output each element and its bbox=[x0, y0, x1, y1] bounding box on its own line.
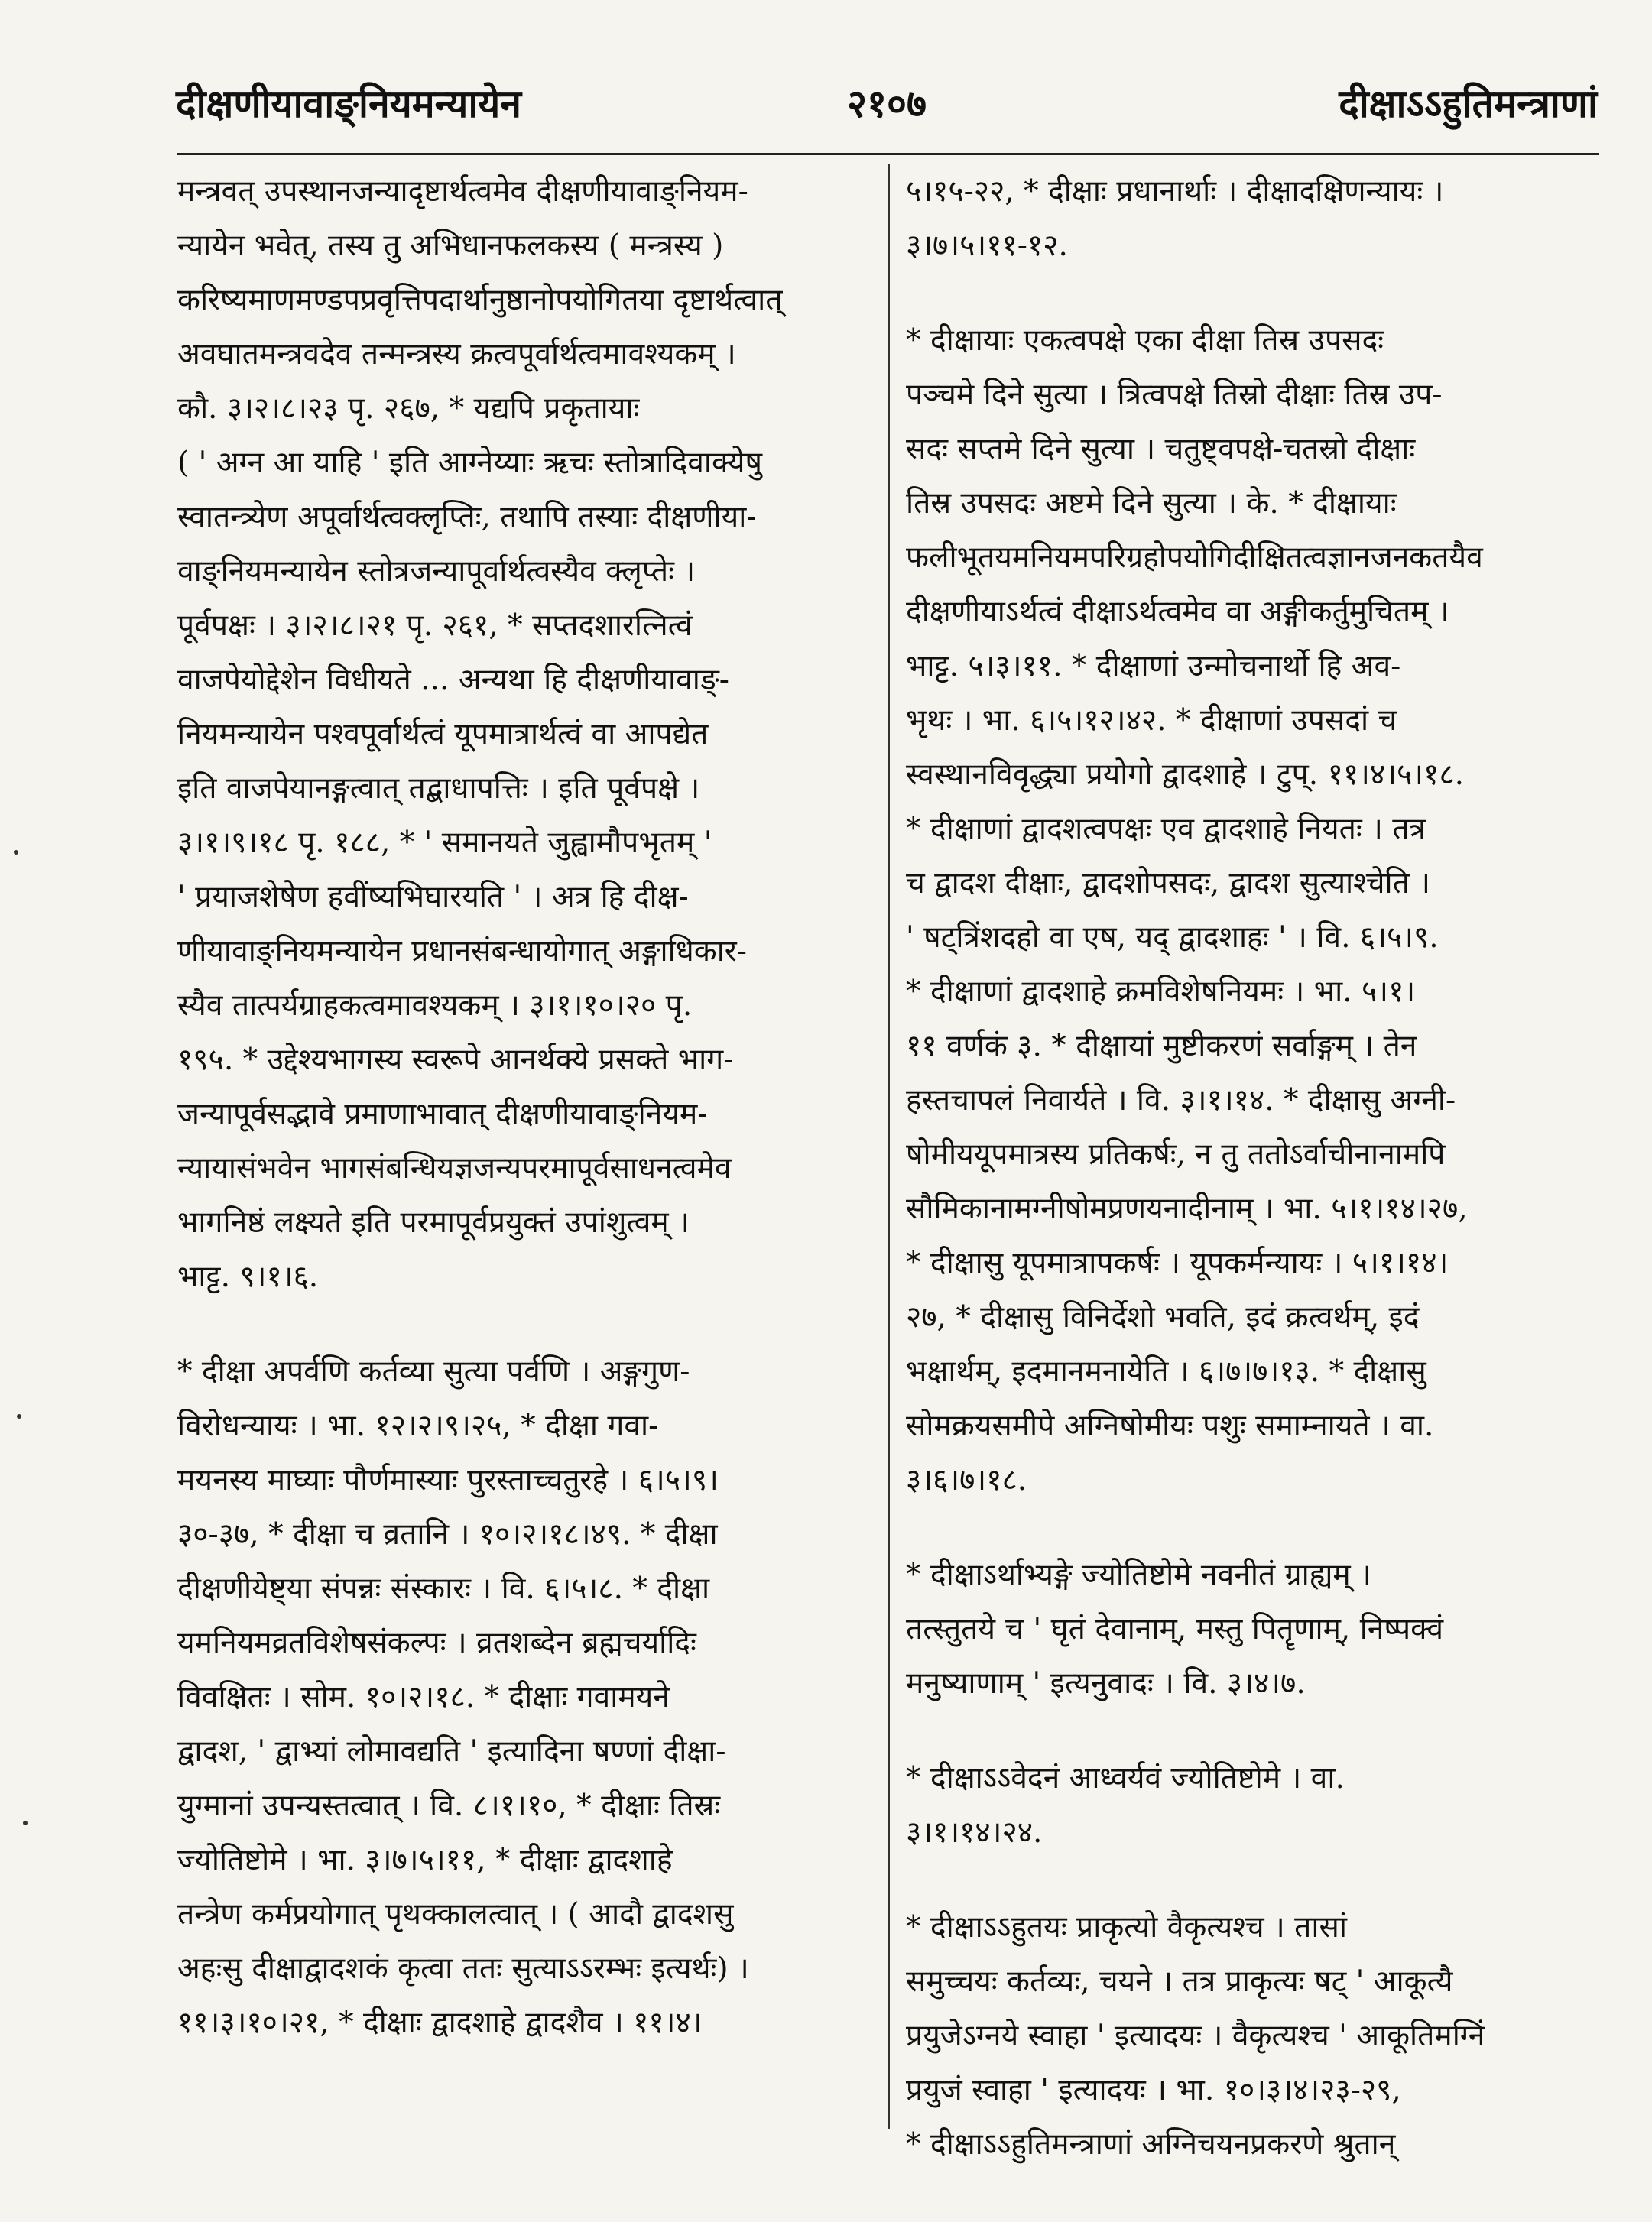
scan-speck bbox=[23, 1821, 28, 1825]
text-line: वाजपेयोद्देशेन विधीयते ... अन्यथा हि दीक्षणीयावाङ्- bbox=[177, 663, 729, 697]
text-line: हस्तचापलं निवार्यते । वि. ३।१।१४. * दीक्षासु अग्नी- bbox=[906, 1083, 1456, 1117]
text-line: विवक्षितः । सोम. १०।२।१८. * दीक्षाः गवामयने bbox=[177, 1680, 670, 1714]
text-line: णीयावाङ्नियमन्यायेन प्रधानसंबन्धायोगात् अङ्गाधिकार- bbox=[177, 934, 747, 968]
text-line: स्वातन्त्र्येण अपूर्वार्थत्वक्लृप्तिः, तथापि तस्याः दीक्षणीया- bbox=[177, 500, 757, 534]
paragraph-gap bbox=[906, 1860, 1636, 1900]
text-line: ११ वर्णकं ३. * दीक्षायां मुष्टीकरणं सर्वाङ्गम् । तेन bbox=[906, 1029, 1417, 1063]
text-line: तिस्र उपसदः अष्टमे दिने सुत्या । के. * दीक्षायाः bbox=[906, 486, 1397, 521]
text-line: * दीक्षासु यूपमात्रापकर्षः । यूपकर्मन्यायः । ५।१।१४। bbox=[906, 1246, 1449, 1280]
text-line: ३।१।१४।२४. bbox=[906, 1815, 1043, 1850]
page-header bbox=[176, 76, 1598, 153]
text-line: दीक्षणीयाऽर्थत्वं दीक्षाऽर्थत्वमेव वा अङ्गीकर्तुमुचितम् । bbox=[906, 595, 1449, 629]
header-rule bbox=[177, 153, 1599, 155]
text-line: ( ' अग्न आ याहि ' इति आग्नेय्याः ऋचः स्तोत्रादिवाक्येषु bbox=[177, 446, 763, 480]
text-line: इति वाजपेयानङ्गत्वात् तद्बाधापत्तिः । इति पूर्वपक्षे । bbox=[177, 771, 700, 806]
text-line: १९५. * उद्देश्यभागस्य स्वरूपे आनर्थक्ये प्रसक्ते भाग- bbox=[177, 1043, 734, 1077]
right-column bbox=[906, 164, 1636, 2172]
text-line: न्यायेन भवेत्, तस्य तु अभिधानफलकस्य ( मन्त्रस्य ) bbox=[177, 229, 724, 263]
text-line: * दीक्षाऽऽहुतिमन्त्राणां अग्निचयनप्रकरणे श्रुतान् bbox=[906, 2127, 1396, 2162]
text-line: अहःसु दीक्षाद्वादशकं कृत्वा ततः सुत्याऽऽरम्भः इत्यर्थः) । bbox=[177, 1951, 749, 1986]
text-line: जन्यापूर्वसद्भावे प्रमाणाभावात् दीक्षणीयावाङ्नियम- bbox=[177, 1097, 708, 1131]
text-line: * दीक्षाणां द्वादशाहे क्रमविशेषनियमः । भा. ५।१। bbox=[906, 975, 1416, 1009]
text-line: समुच्चयः कर्तव्यः, चयने । तत्र प्राकृत्यः षट् ' आकूत्यै bbox=[906, 1964, 1453, 1999]
text-line: तत्स्तुतये च ' घृतं देवानाम्, मस्तु पितॄणाम्, निष्पक्वं bbox=[906, 1612, 1444, 1646]
text-line: ११।३।१०।२१, * दीक्षाः द्वादशाहे द्वादशैव । ११।४। bbox=[177, 2006, 703, 2040]
text-line: विरोधन्यायः । भा. १२।२।९।२५, * दीक्षा गवा- bbox=[177, 1409, 659, 1443]
text-line: मयनस्य माघ्याः पौर्णमास्याः पुरस्ताच्चतुरहे । ६।५।९। bbox=[177, 1463, 719, 1497]
text-line: प्रयुजं स्वाहा ' इत्यादयः । भा. १०।३।४।२३-२९, bbox=[906, 2073, 1401, 2107]
text-line: मनुष्याणाम् ' इत्यनुवादः । वि. ३।४।७. bbox=[906, 1666, 1306, 1701]
paragraph-gap bbox=[906, 1711, 1636, 1751]
text-line: पञ्चमे दिने सुत्या । त्रित्वपक्षे तिस्रो दीक्षाः तिस्र उप- bbox=[906, 378, 1443, 412]
text-line: कौ. ३।२।८।२३ पृ. २६७, * यद्यपि प्रकृतायाः bbox=[177, 391, 640, 426]
text-line: षोमीययूपमात्रस्य प्रतिकर्षः, न तु ततोऽर्वाचीनानामपि bbox=[906, 1137, 1446, 1172]
text-line: स्यैव तात्पर्यग्राहकत्वमावश्यकम् । ३।१।१०।२० पृ. bbox=[177, 988, 693, 1023]
header-left-keyword: दीक्षणीयावाङ्नियमन्यायेन bbox=[176, 81, 522, 126]
text-line: अवघातमन्त्रवदेव तन्मन्त्रस्य क्रत्वपूर्वार्थत्वमावश्यकम् । bbox=[177, 337, 736, 371]
scan-speck bbox=[14, 850, 18, 855]
text-line: नियमन्यायेन पश्वपूर्वार्थत्वं यूपमात्रार्थत्वं वा आपद्येत bbox=[177, 717, 709, 751]
paragraph-gap bbox=[177, 1304, 907, 1345]
text-line: ५।१५-२२, * दीक्षाः प्रधानार्थाः । दीक्षादक्षिणन्यायः । bbox=[906, 174, 1444, 209]
text-line: २७, * दीक्षासु विनिर्देशो भवति, इदं क्रत्वर्थम्, इदं bbox=[906, 1300, 1420, 1335]
column-divider bbox=[888, 164, 890, 2129]
text-line: सोमक्रयसमीपे अग्निषोमीयः पशुः समाम्नायते । वा. bbox=[906, 1409, 1434, 1443]
text-line: भाट्ट. ९।१।६. bbox=[177, 1260, 319, 1294]
text-line: पूर्वपक्षः । ३।२।८।२१ पृ. २६१, * सप्तदशारत्नित्वं bbox=[177, 608, 693, 643]
text-line: ज्योतिष्टोमे । भा. ३।७।५।११, * दीक्षाः द्वादशाहे bbox=[177, 1843, 673, 1877]
text-line: द्वादश, ' द्वाभ्यां लोमावद्यति ' इत्यादिना षण्णां दीक्षा- bbox=[177, 1734, 726, 1769]
text-line: दीक्षणीयेष्ट्या संपन्नः संस्कारः । वि. ६।५।८. * दीक्षा bbox=[177, 1572, 710, 1606]
text-line: तन्त्रेण कर्मप्रयोगात् पृथक्कालत्वात् । ( आदौ द्वादशसु bbox=[177, 1897, 734, 1932]
text-line: * दीक्षाणां द्वादशत्वपक्षः एव द्वादशाहे नियतः । तत्र bbox=[906, 812, 1426, 846]
text-line: युग्मानां उपन्यस्तत्वात् । वि. ८।१।१०, * दीक्षाः तिस्रः bbox=[177, 1789, 721, 1823]
text-line: ३।१।९।१८ पृ. १८८, * ' समानयते जुह्वामौपभृतम् ' bbox=[177, 826, 712, 860]
text-line: करिष्यमाणमण्डपप्रवृत्तिपदार्थानुष्ठानोपयोगितया दृष्टार्थत्वात् bbox=[177, 283, 783, 317]
text-line: वाङ्नियमन्यायेन स्तोत्रजन्यापूर्वार्थत्वस्यैव क्लृप्तेः । bbox=[177, 554, 696, 589]
text-line: * दीक्षाऽऽहुतयः प्राकृत्यो वैकृत्यश्च । तासां bbox=[906, 1910, 1347, 1945]
text-line: च द्वादश दीक्षाः, द्वादशोपसदः, द्वादश सुत्याश्चेति । bbox=[906, 866, 1431, 900]
text-line: ' प्रयाजशेषेण हवींष्यभिघारयति ' । अत्र हि दीक्ष- bbox=[177, 880, 689, 914]
page-number: २१०७ bbox=[847, 81, 927, 126]
text-line: भागनिष्ठं लक्ष्यते इति परमापूर्वप्रयुक्तं उपांशुत्वम् । bbox=[177, 1205, 690, 1240]
text-line: * दीक्षायाः एकत्वपक्षे एका दीक्षा तिस्र उपसदः bbox=[906, 323, 1384, 358]
scan-speck bbox=[17, 1414, 21, 1419]
text-line: यमनियमव्रतविशेषसंकल्पः । व्रतशब्देन ब्रह्मचर्यादिः bbox=[177, 1626, 696, 1660]
text-line: भाट्ट. ५।३।११. * दीक्षाणां उन्मोचनार्थो हि अव- bbox=[906, 649, 1401, 683]
left-column bbox=[177, 164, 907, 2050]
text-line: सौमिकानामग्नीषोमप्रणयनादीनाम् । भा. ५।१।१४।२७, bbox=[906, 1192, 1468, 1226]
text-line: * दीक्षाऽर्थाभ्यङ्गे ज्योतिष्टोमे नवनीतं ग्राह्यम् । bbox=[906, 1558, 1371, 1592]
text-line: न्यायासंभवेन भागसंबन्धियज्ञजन्यपरमापूर्वसाधनत्वमेव bbox=[177, 1151, 732, 1186]
text-line: प्रयुजेऽग्नये स्वाहा ' इत्यादयः । वैकृत्यश्च ' आकूतिमग्निं bbox=[906, 2019, 1485, 2053]
text-line: ३।६।७।१८. bbox=[906, 1463, 1027, 1497]
text-line: फलीभूतयमनियमपरिग्रहोपयोगिदीक्षितत्वज्ञानजनकतयैव bbox=[906, 540, 1483, 575]
text-line: ३०-३७, * दीक्षा च व्रतानि । १०।२।१८।४९. * दीक्षा bbox=[177, 1517, 718, 1552]
header-right-keyword: दीक्षाऽऽहुतिमन्त्राणां bbox=[1339, 81, 1598, 126]
text-line: * दीक्षाऽऽवेदनं आध्वर्यवं ज्योतिष्टोमे । वा. bbox=[906, 1761, 1345, 1795]
text-line: मन्त्रवत् उपस्थानजन्यादृष्टार्थत्वमेव दीक्षणीयावाङ्नियम- bbox=[177, 174, 748, 209]
text-line: सदः सप्तमे दिने सुत्या । चतुष्ट्वपक्षे-चतस्रो दीक्षाः bbox=[906, 432, 1416, 466]
text-line: भृथः । भा. ६।५।१२।४२. * दीक्षाणां उपसदां च bbox=[906, 703, 1397, 738]
text-line: स्वस्थानविवृद्ध्या प्रयोगो द्वादशाहे । टुप्. ११।४।५।१८. bbox=[906, 757, 1465, 792]
paragraph-gap bbox=[906, 273, 1636, 313]
text-line: ३।७।५।११-१२. bbox=[906, 229, 1068, 263]
text-line: भक्षार्थम्, इदमानमनायेति । ६।७।७।१३. * दीक्षासु bbox=[906, 1354, 1426, 1389]
paragraph-gap bbox=[906, 1507, 1636, 1548]
text-line: ' षट्त्रिंशदहो वा एष, यद् द्वादशाहः ' । वि. ६।५।९. bbox=[906, 920, 1439, 955]
text-line: * दीक्षा अपर्वणि कर्तव्या सुत्या पर्वणि । अङ्गगुण- bbox=[177, 1354, 690, 1389]
